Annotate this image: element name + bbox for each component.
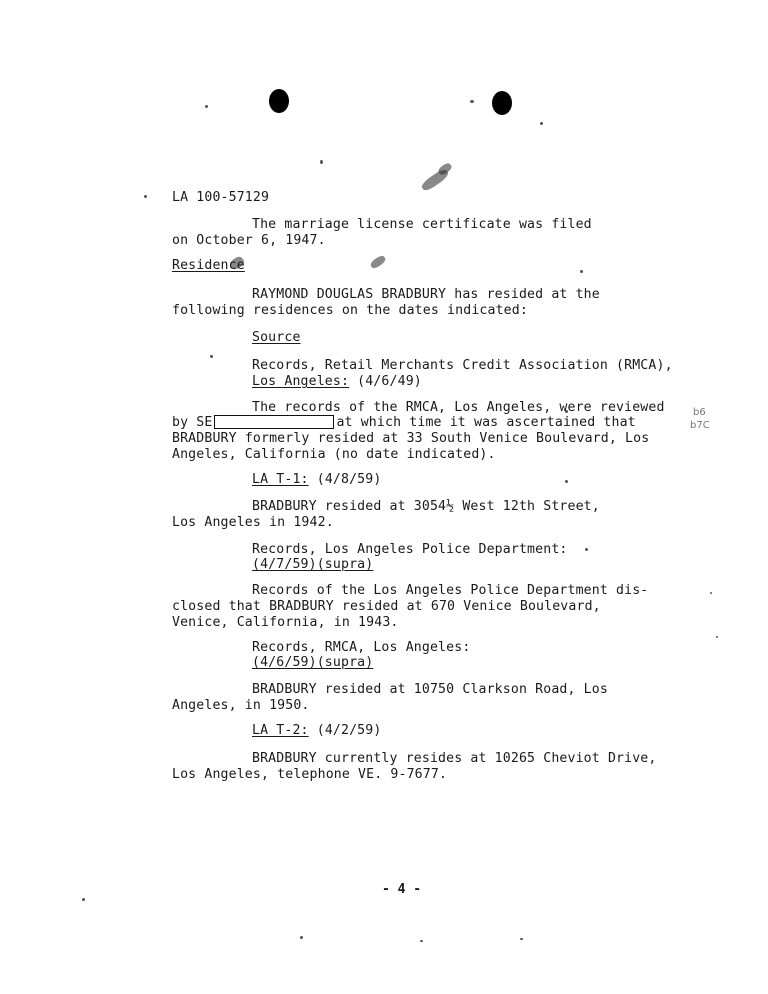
body-line: Los Angeles, telephone VE. 9-7677.: [172, 767, 448, 782]
body-text: by SE: [172, 415, 213, 430]
body-line: RAYMOND DOUGLAS BRADBURY has resided at the: [252, 287, 600, 302]
scan-speck: [300, 936, 303, 939]
source-entry-underlined: (4/7/59)(supra): [252, 557, 374, 572]
body-line: closed that BRADBURY resided at 670 Venice Boulevard,: [172, 599, 601, 614]
scan-speck: [205, 105, 208, 108]
redaction-box: [214, 415, 334, 429]
scan-smudge: [369, 254, 387, 270]
file-number: LA 100-57129: [172, 190, 270, 205]
scan-speck: [144, 195, 147, 198]
body-line: BRADBURY resided at 10750 Clarkson Road, Los: [252, 682, 608, 697]
punch-hole-left: [269, 89, 289, 113]
scan-speck: [580, 270, 583, 273]
body-line: Records of the Los Angeles Police Department dis-: [252, 583, 649, 598]
exemption-note: b7C: [690, 420, 710, 431]
body-line: Los Angeles in 1942.: [172, 515, 334, 530]
source-entry: [252, 472, 381, 488]
scan-speck: [520, 938, 523, 940]
body-line: Venice, California, in 1943.: [172, 615, 399, 630]
body-line: BRADBURY formerly resided at 33 South Venice Boulevard, Los: [172, 431, 650, 446]
body-line: The records of the RMCA, Los Angeles, were reviewed: [252, 400, 665, 415]
body-line: BRADBURY currently resides at 10265 Cheviot Drive,: [252, 751, 657, 766]
body-line: Angeles, in 1950.: [172, 698, 310, 713]
body-text: at which time it was ascertained that: [336, 415, 636, 430]
body-line: [172, 415, 636, 431]
source-entry: Records, Los Angeles Police Department:: [252, 542, 568, 557]
scan-speck: [565, 480, 568, 483]
scan-speck: [320, 160, 323, 164]
scan-speck: [585, 548, 588, 551]
scan-speck: [540, 122, 543, 125]
scan-speck: [716, 636, 718, 638]
scan-speck: [210, 355, 213, 358]
body-line: on October 6, 1947.: [172, 233, 326, 248]
exemption-note: b6: [693, 407, 706, 418]
source-entry: Records, RMCA, Los Angeles:: [252, 640, 471, 655]
source-entry-underlined: (4/6/59)(supra): [252, 655, 374, 670]
source-entry-date: (4/2/59): [308, 723, 382, 738]
scan-speck: [420, 940, 423, 942]
source-entry-date: (4/6/49): [349, 374, 422, 389]
source-entry: [252, 374, 422, 390]
source-entry-underlined: LA T-2:: [252, 723, 309, 738]
source-entry: Records, Retail Merchants Credit Association (RMCA),: [252, 358, 673, 373]
source-entry-date: (4/8/59): [308, 472, 382, 487]
scan-speck: [710, 592, 712, 594]
body-line: The marriage license certificate was filed: [252, 217, 592, 232]
body-line: Angeles, California (no date indicated).: [172, 447, 496, 462]
scan-speck: [470, 100, 474, 103]
source-entry-underlined: LA T-1:: [252, 472, 309, 487]
body-line: BRADBURY resided at 3054½ West 12th Street,: [252, 499, 600, 514]
source-entry: [252, 723, 381, 739]
scan-speck: [82, 898, 85, 901]
punch-hole-right: [492, 91, 512, 115]
page-number: - 4 -: [382, 882, 422, 897]
source-heading: Source: [252, 330, 301, 345]
section-heading: Residence: [172, 258, 245, 273]
body-line: following residences on the dates indicated:: [172, 303, 528, 318]
source-entry-underlined: Los Angeles:: [252, 374, 350, 389]
